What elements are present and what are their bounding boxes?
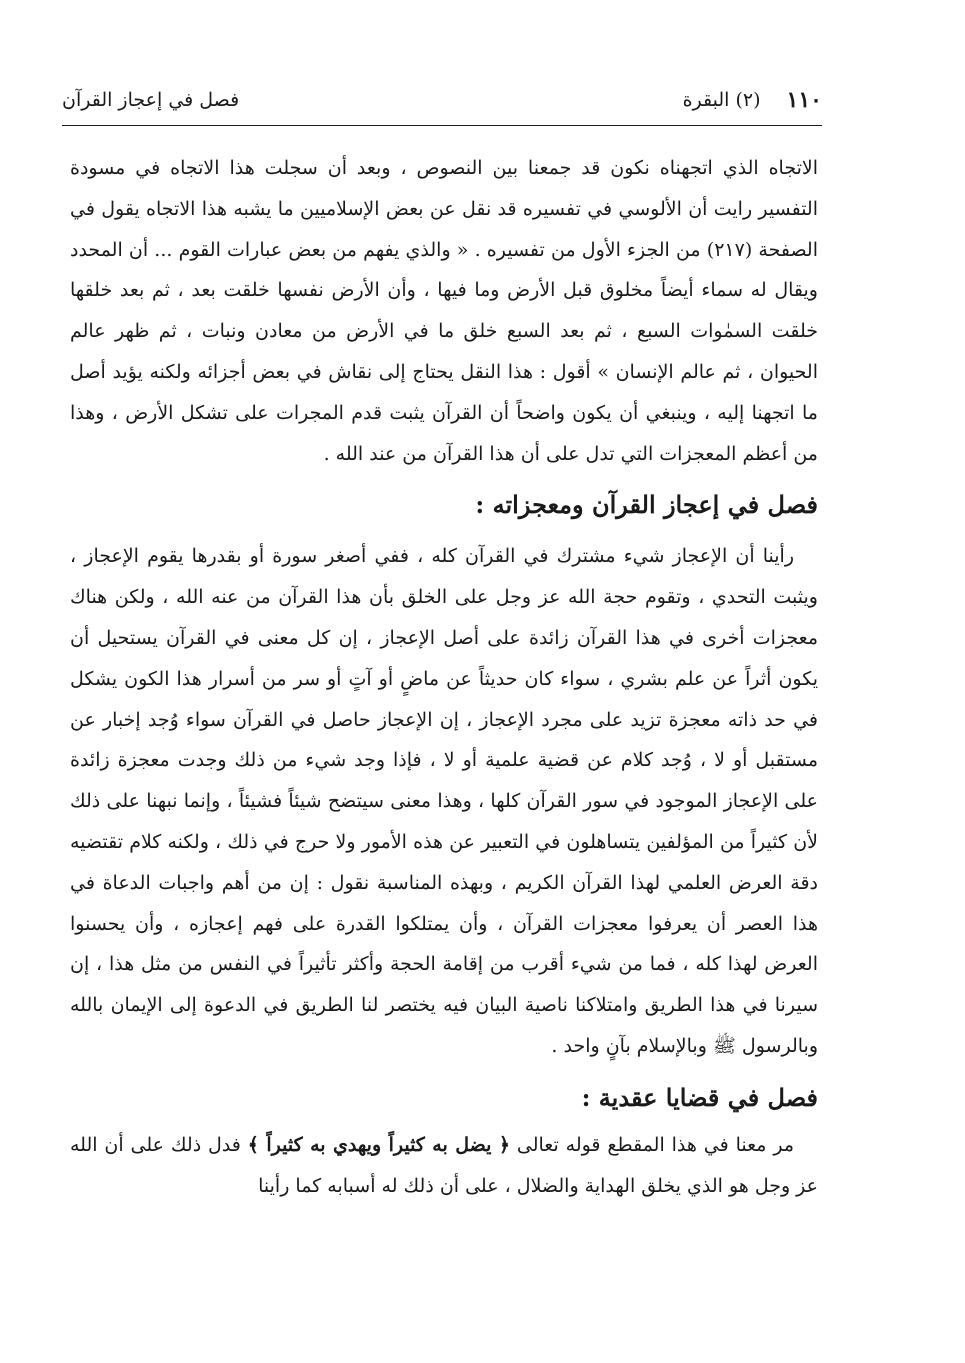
paragraph-1: الاتجاه الذي اتجهناه نكون قد جمعنا بين النصوص ، وبعد أن سجلت هذا الاتجاه في مسودة التفسير رايت أن الألوسي في تفسيره قد نقل عن بعض الإسلاميين ما يشبه هذا الاتجاه يقول في الصفحة (٢١٧) من الجزء الأول من تفسيره . « والذي يفهم من بعض عبارات القوم ... أن المحدد ويقال له سماء أيضاً مخلوق قبل الأرض وما فيها ، وأن الأرض نفسها خلقت بعد ، ثم بعد خلقها خلقت السمٰوات السبع ، ثم بعد السبع خلق ما في الأرض من معادن ونبات ، ثم ظهر عالم الحيوان ، ثم عالم الإنسان » أقول : هذا النقل يحتاج إلى نقاش في بعض أجزائه ولكنه يؤيد أصل ما اتجهنا إليه ، وينبغي أن يكون واضحاً أن القرآن يثبت قدم المجرات على تشكل الأرض ، وهذا من أعظم المعجزات التي تدل على أن هذا القرآن من عند الله .	[70, 157, 818, 465]
quran-quote: ﴿ يضل به كثيراً ويهدي به كثيراً ﴾	[247, 1133, 510, 1156]
header-section-title: فصل في إعجاز القرآن	[62, 89, 240, 111]
header-rule	[62, 125, 822, 126]
surah-name: (٢) البقرة	[682, 89, 761, 111]
paragraph-3-start: مر معنا في هذا المقطع قوله تعالى	[516, 1133, 794, 1156]
paragraph-2: رأينا أن الإعجاز شيء مشترك في القرآن كله ، ففي أصغر سورة أو بقدرها يقوم الإعجاز ، ويثبت التحدي ، وتقوم حجة الله عز وجل على الخلق بأن هذا القرآن من عنه الله ، ولكن هناك معجزات أخرى في هذا القرآن زائدة على أصل الإعجاز ، إن كل معنى في القرآن يستحيل أن يكون أثراً عن علم بشري ، سواء كان حديثاً عن ماضٍ أو آتٍ أو سر من أسرار هذا الكون يشكل في حد ذاته معجزة تزيد على مجرد الإعجاز ، إن الإعجاز حاصل في القرآن سواء وُجد إخبار عن مستقبل أو لا ، وُجد كلام عن قضية علمية أو لا ، فإذا وجد شيء من ذلك وجدت معجزة زائدة على الإعجاز الموجود في سور القرآن كلها ، وهذا معنى سيتضح شيئاً فشيئاً ، وإنما نبهنا على ذلك لأن كثيراً من المؤلفين يتساهلون في التعبير عن هذه الأمور ولا حرج في ذلك ، ولكنه كلام تقتضيه دقة العرض العلمي لهذا القرآن الكريم ، وبهذه المناسبة نقول : إن من أهم واجبات الدعاة في هذا العصر أن يعرفوا معجزات القرآن ، وأن يمتلكوا القدرة على فهم إعجازه ، وأن يحسنوا العرض لهذا كله ، فما من شيء أقرب من إقامة الحجة وأكثر تأثيراً في النفس من مثل هذا ، إن سيرنا في هذا الطريق وامتلاكنا ناصية البيان فيه يختصر لنا الطريق في الدعوة إلى الإيمان بالله وبالرسول ﷺ وبالإسلام بآنٍ واحد .	[70, 545, 818, 1057]
body-text	[70, 148, 818, 1206]
page-number: ١١٠	[786, 87, 822, 113]
paragraph-3	[70, 1125, 818, 1207]
section-title-2: فصل في قضايا عقدية :	[581, 1082, 818, 1112]
paragraph-3-end: فدل ذلك على أن الله عز وجل هو الذي يخلق الهداية والضلال ، على أن ذلك له أسبابه كما رأينا	[70, 1133, 818, 1197]
running-header	[62, 80, 822, 120]
header-right-group	[683, 87, 822, 113]
section-title-1: فصل في إعجاز القرآن ومعجزاته :	[475, 490, 818, 520]
